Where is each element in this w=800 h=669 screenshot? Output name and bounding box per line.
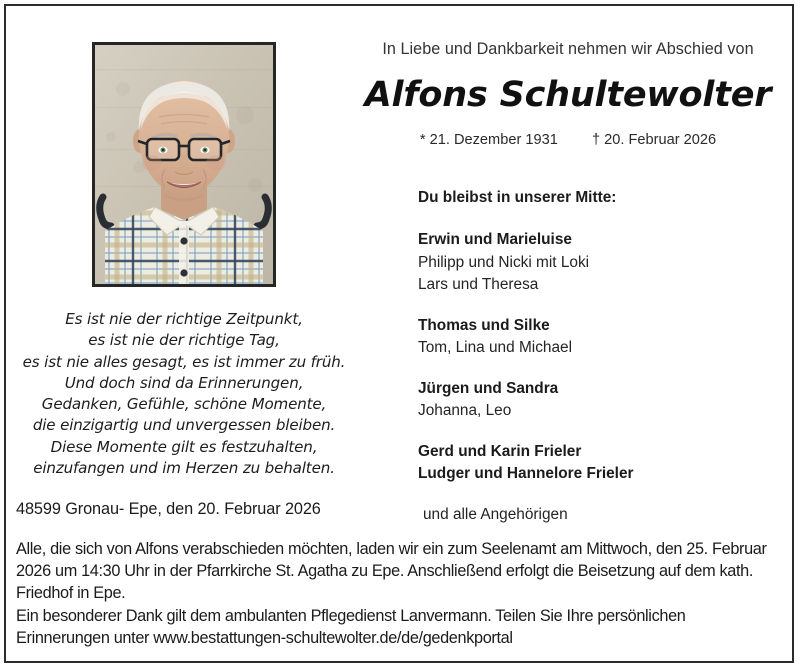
poem-line: Diese Momente gilt es festzuhalten, [50, 437, 318, 456]
birth-symbol: * [419, 132, 426, 148]
family-member-primary: Gerd und Karin Frieler [418, 442, 582, 460]
family-member-primary: Thomas und Silke [418, 316, 550, 334]
poem-line: Es ist nie der richtige Zeitpunkt, [65, 310, 303, 328]
family-member-secondary: Lars und Theresa [418, 276, 539, 293]
death-date: 20. Februar 2026 [604, 132, 717, 148]
family-group [418, 378, 788, 423]
portrait-photo-illustration [95, 45, 273, 284]
family-group [418, 229, 788, 297]
family-group [418, 441, 788, 486]
family-member-secondary: Tom, Lina und Michael [418, 339, 572, 356]
family-closing: und alle Angehörigen [423, 505, 568, 523]
portrait-photo [92, 42, 276, 287]
family-list [348, 189, 788, 524]
death-symbol: † [591, 132, 601, 148]
notice-paragraph: Alle, die sich von Alfons verabschieden möchten, laden wir ein zum Seelenamt am Mittwoch, den 25. Februar 2026 um 14:30 Uhr in der Pfarrkirche St. Agatha zu Epe. Anschließend erfolgt die Beisetzung auf dem kath. Friedhof in Epe. [16, 540, 767, 603]
poem-line: Und doch sind da Erinnerungen, [64, 373, 304, 392]
portrait-photo-container [92, 42, 276, 287]
place-and-date: 48599 Gronau- Epe, den 20. Februar 2026 [16, 500, 321, 518]
poem-line: es ist nie der richtige Tag, [88, 331, 280, 350]
poem-line: einzufangen und im Herzen zu behalten. [33, 459, 335, 478]
notice-paragraph: Ein besonderer Dank gilt dem ambulanten Pflegedienst Lanvermann. Teilen Sie Ihre persönlichen Erinnerungen unter www.bestattungen-schultewolter.de/de/gedenkportal [16, 606, 686, 647]
deceased-name: Alfons Schultewolter [364, 75, 772, 115]
right-column [348, 30, 788, 524]
left-column [14, 30, 354, 479]
lead-text: In Liebe und Dankbarkeit nehmen wir Abschied von [382, 40, 754, 58]
memorial-poem [14, 309, 354, 479]
family-member-primary: Jürgen und Sandra [418, 379, 559, 397]
family-heading: Du bleibst in unserer Mitte: [418, 189, 617, 206]
footer-block [16, 500, 782, 649]
life-dates [348, 132, 788, 148]
family-group [418, 315, 788, 360]
family-member-secondary: Johanna, Leo [418, 402, 512, 419]
poem-line: die einzigartig und unvergessen bleiben. [32, 416, 336, 435]
family-member-secondary: Philipp und Nicki mit Loki [418, 253, 590, 271]
family-member-primary: Ludger und Hannelore Frieler [418, 465, 634, 482]
birth-date: 21. Dezember 1931 [429, 132, 558, 148]
funeral-notice [16, 538, 782, 649]
family-member-primary: Erwin und Marieluise [418, 231, 572, 248]
poem-line: Gedanken, Gefühle, schöne Momente, [41, 395, 327, 414]
poem-line: es ist nie alles gesagt, es ist immer zu früh. [22, 352, 346, 371]
